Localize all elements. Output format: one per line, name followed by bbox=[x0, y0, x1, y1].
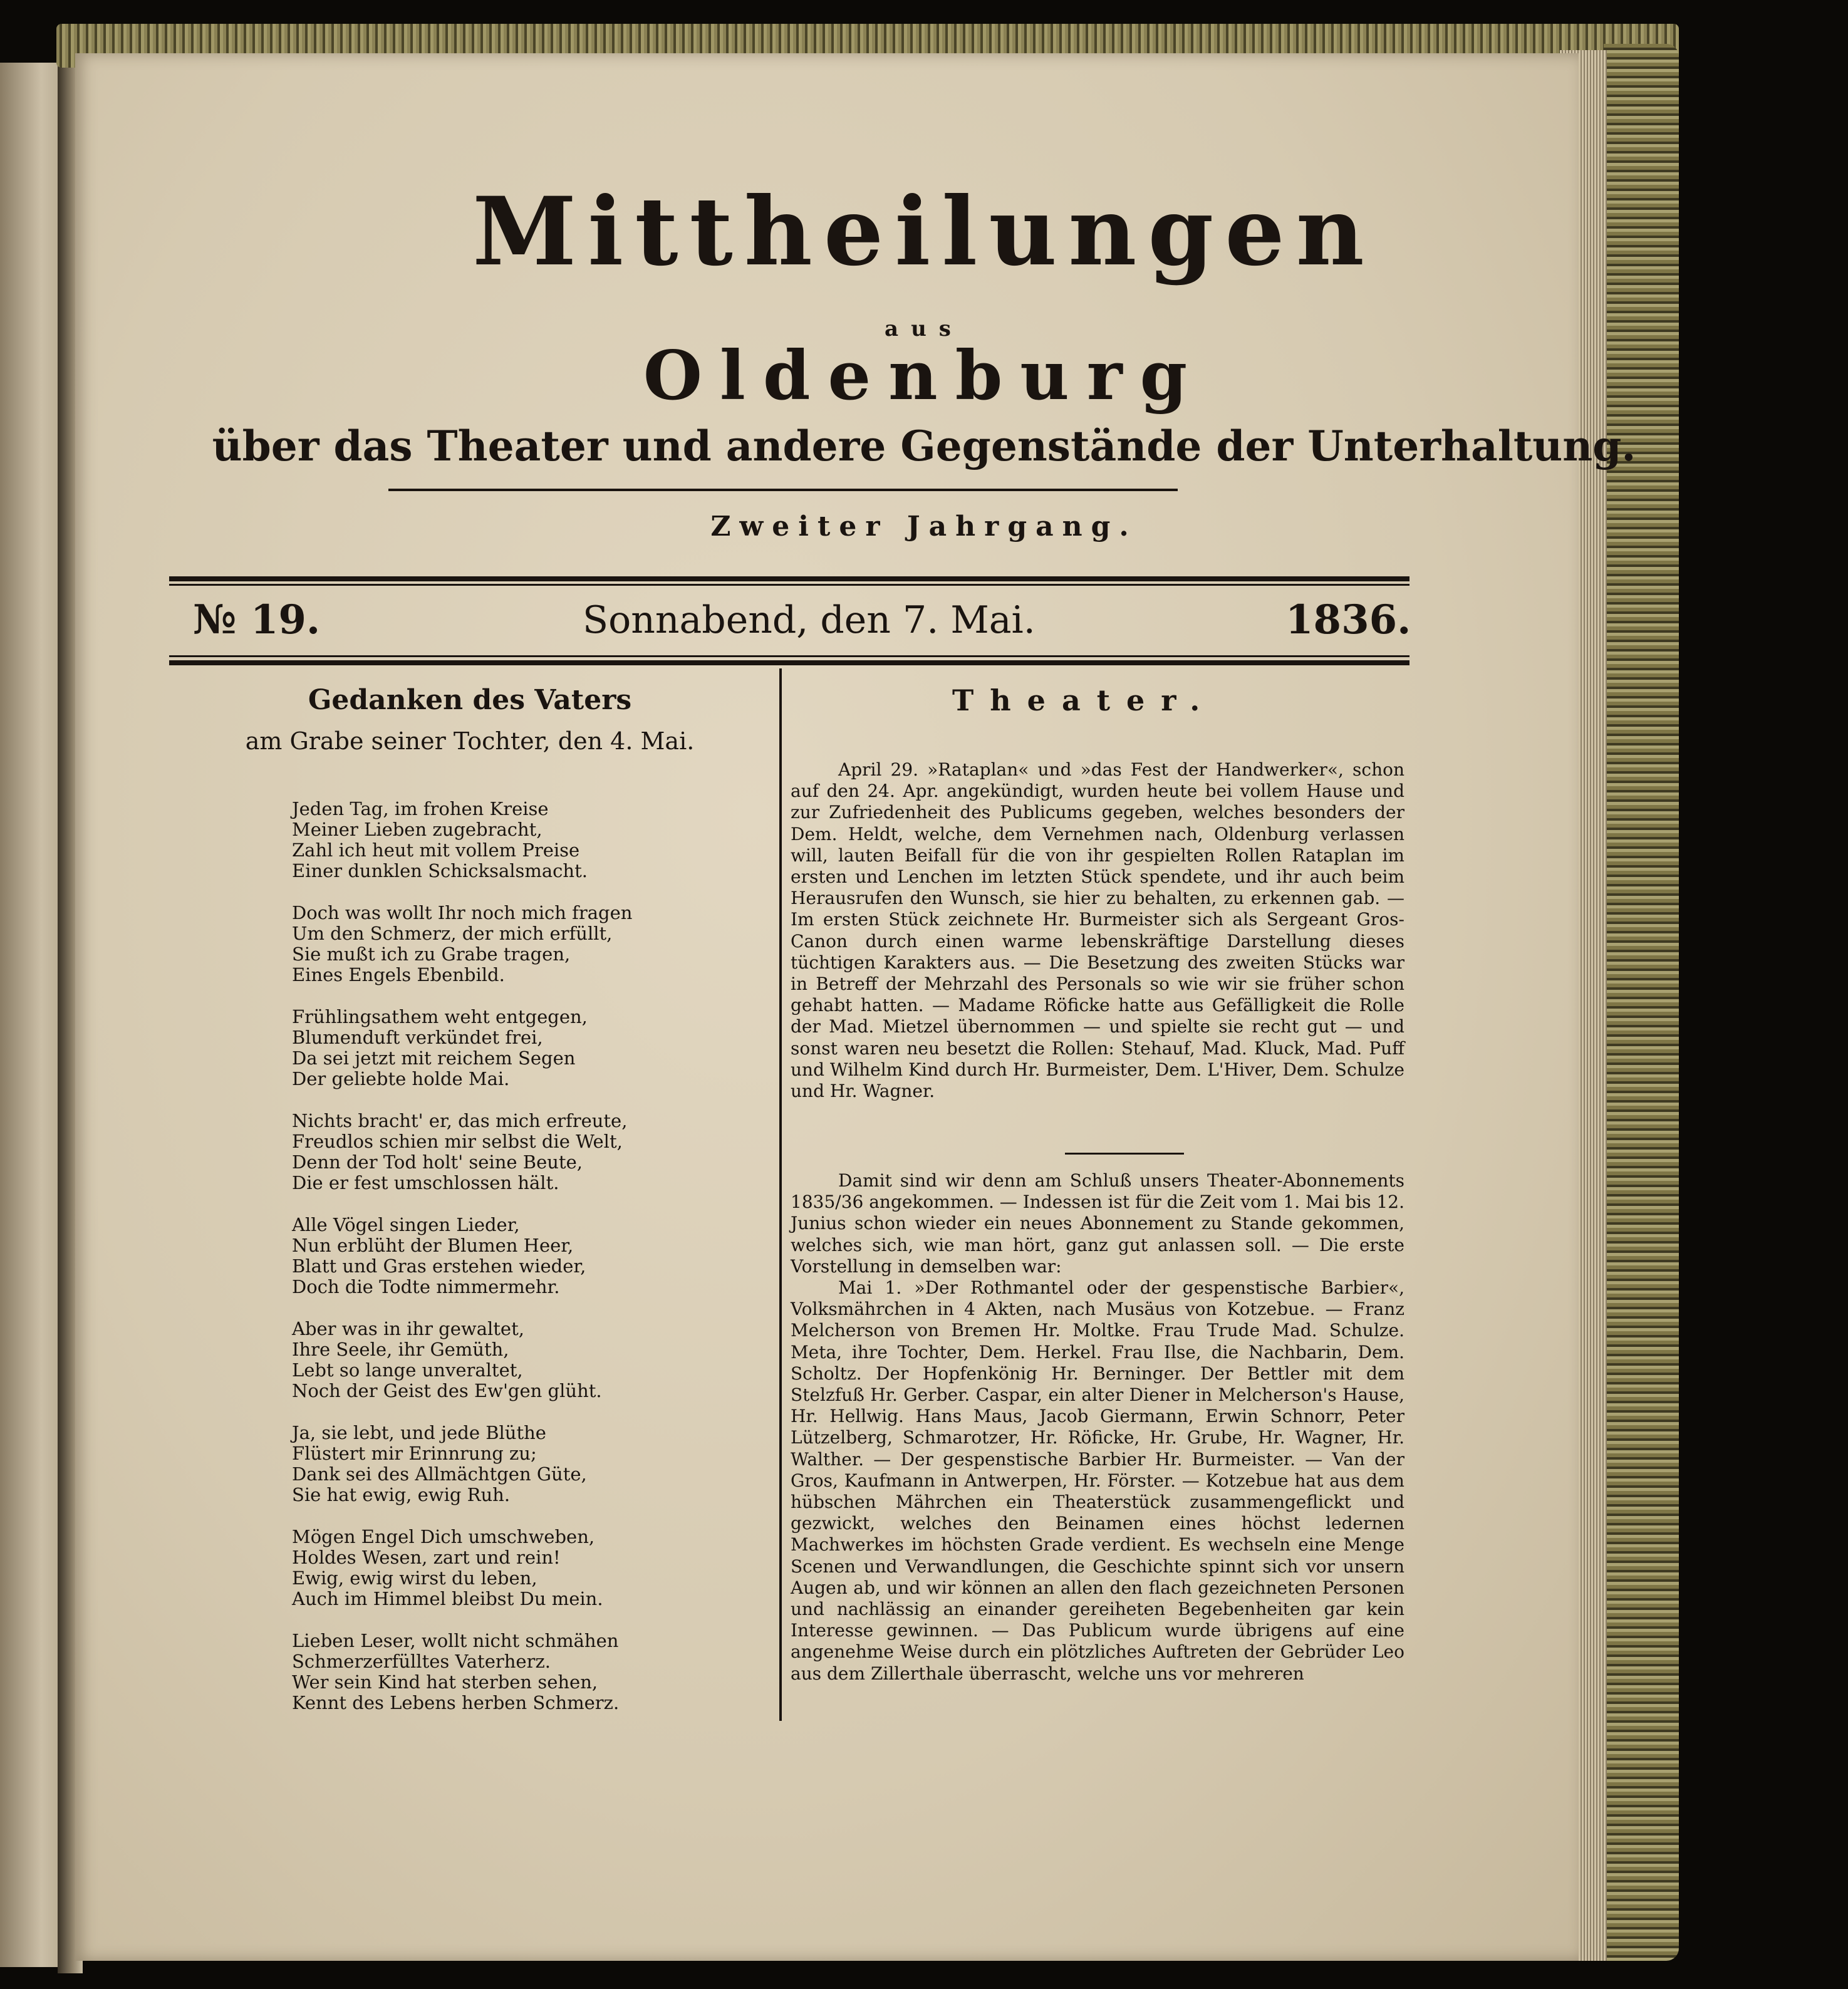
poem-stanza bbox=[292, 1631, 705, 1713]
poem-line: Blatt und Gras erstehen wieder, bbox=[292, 1255, 586, 1277]
poem-line: Sie hat ewig, ewig Ruh. bbox=[292, 1484, 511, 1505]
poem-line: Holdes Wesen, zart und rein! bbox=[292, 1547, 561, 1568]
masthead-title: Mittheilungen bbox=[472, 177, 1376, 287]
poem-line: Ja, sie lebt, und jede Blüthe bbox=[292, 1422, 546, 1443]
poem-line: Denn der Tod holt' seine Beute, bbox=[292, 1151, 583, 1173]
poem-line: Auch im Himmel bleibst Du mein. bbox=[292, 1588, 603, 1609]
issue-rule-top-thin bbox=[169, 584, 1409, 586]
article-paragraph: Damit sind wir denn am Schluß unsers Theater-Abonnements 1835/36 angekommen. — Indessen ist für die Zeit vom 1. Mai bis 12. Junius schon wieder ein neues Abonnement zu Stande gekommen, welches sich, wie man hört, ganz gut anlassen soll. — Die erste Vorstellung in demselben war: bbox=[791, 1170, 1404, 1277]
poem-line: Jeden Tag, im frohen Kreise bbox=[292, 798, 549, 819]
poem-line: Der geliebte holde Mai. bbox=[292, 1068, 510, 1089]
poem-line: Freudlos schien mir selbst die Welt, bbox=[292, 1131, 623, 1152]
poem-line: Um den Schmerz, der mich erfüllt, bbox=[292, 923, 613, 944]
poem-line: Doch die Todte nimmermehr. bbox=[292, 1276, 560, 1297]
masthead-subtitle: über das Theater und andere Gegenstände der Unterhaltung. bbox=[212, 422, 1636, 470]
poem-line: Schmerzerfülltes Vaterherz. bbox=[292, 1651, 551, 1672]
poem-line: Frühlingsathem weht entgegen, bbox=[292, 1006, 588, 1027]
masthead-city: Oldenburg bbox=[643, 336, 1205, 415]
volume-label: Zweiter Jahrgang. bbox=[710, 511, 1138, 543]
poem-line: Nun erblüht der Blumen Heer, bbox=[292, 1235, 574, 1256]
poem-stanza bbox=[292, 1319, 705, 1401]
poem-line: Alle Vögel singen Lieder, bbox=[292, 1214, 520, 1235]
poem-stanza bbox=[292, 1527, 705, 1609]
poem-line: Die er fest umschlossen hält. bbox=[292, 1172, 559, 1193]
poem bbox=[292, 799, 705, 1735]
issue-date: Sonnabend, den 7. Mai. bbox=[583, 598, 1036, 642]
poem-line: Noch der Geist des Ew'gen glüht. bbox=[292, 1380, 602, 1401]
issue-rule-bottom bbox=[169, 660, 1409, 665]
poem-line: Dank sei des Allmächtgen Güte, bbox=[292, 1463, 587, 1485]
masthead-rule bbox=[388, 489, 1178, 491]
poem-line: Sie mußt ich zu Grabe tragen, bbox=[292, 943, 571, 965]
poem-line: Doch was wollt Ihr noch mich fragen bbox=[292, 902, 633, 923]
poem-line: Da sei jetzt mit reichem Segen bbox=[292, 1047, 576, 1069]
poem-line: Lebt so lange unveraltet, bbox=[292, 1359, 523, 1381]
issue-rule-bottom-thin bbox=[169, 655, 1409, 657]
poem-stanza bbox=[292, 903, 705, 985]
poem-line: Lieben Leser, wollt nicht schmähen bbox=[292, 1630, 619, 1651]
poem-line: Ewig, ewig wirst du leben, bbox=[292, 1567, 537, 1589]
poem-stanza bbox=[292, 1111, 705, 1193]
poem-line: Aber was in ihr gewaltet, bbox=[292, 1318, 524, 1339]
poem-line: Meiner Lieben zugebracht, bbox=[292, 819, 542, 840]
poem-line: Mögen Engel Dich umschweben, bbox=[292, 1526, 595, 1547]
theater-article-1 bbox=[791, 759, 1404, 1102]
masthead-aus: aus bbox=[885, 316, 963, 341]
theater-section-title: Theater. bbox=[952, 683, 1217, 717]
poem-line: Kennt des Lebens herben Schmerz. bbox=[292, 1692, 620, 1713]
poem-line: Eines Engels Ebenbild. bbox=[292, 964, 505, 985]
theater-article-2 bbox=[791, 1170, 1404, 1685]
column-divider bbox=[779, 668, 782, 1721]
poem-title: Gedanken des Vaters bbox=[308, 684, 632, 716]
poem-stanza bbox=[292, 799, 705, 881]
poem-subtitle: am Grabe seiner Tochter, den 4. Mai. bbox=[245, 727, 695, 755]
poem-line: Nichts bracht' er, das mich erfreute, bbox=[292, 1110, 628, 1131]
poem-line: Einer dunklen Schicksalsmacht. bbox=[292, 860, 588, 881]
poem-line: Ihre Seele, ihr Gemüth, bbox=[292, 1339, 509, 1360]
poem-stanza bbox=[292, 1007, 705, 1089]
poem-line: Flüstert mir Erinnrung zu; bbox=[292, 1443, 537, 1464]
article-paragraph: April 29. »Rataplan« und »das Fest der Handwerker«, schon auf den 24. Apr. angekündigt, wurden heute bei vollem Hause und zur Zufriedenheit des Publicums gegeben, welches besonders der Dem. Heldt, welche, dem Vernehmen nach, Oldenburg verlassen will, lauten Beifall für die von ihr gespielten Rollen Rataplan im ersten und Lenchen im letzten Stück spendete, und ihr auch beim Herausrufen den Wunsch, sie hier zu behalten, zu erkennen gab. — Im ersten Stück zeichnete Hr. Burmeister sich als Sergeant Gros-Canon durch einen warme lebenskräftige Darstellung dieses tüchtigen Karakters aus. — Die Besetzung des zweiten Stücks war in Betreff der Mehrzahl des Personals so wie wir sie früher schon gehabt hatten. — Madame Röficke hatte aus Gefälligkeit die Rolle der Mad. Mietzel übernommen — und spielte sie recht gut — und sonst waren neu besetzt die Rollen: Stehauf, Mad. Kluck, Mad. Puff und Wilhelm Kind durch Hr. Burmeister, Dem. L'Hiver, Dem. Schulze und Hr. Wagner. bbox=[791, 759, 1404, 1102]
article-paragraph: Mai 1. »Der Rothmantel oder der gespenstische Barbier«, Volksmährchen in 4 Akten, nach Musäus von Kotzebue. — Franz Melcherson von Bremen Hr. Moltke. Frau Trude Mad. Schulze. Meta, ihre Tochter, Dem. Herkel. Frau Ilse, die Nachbarin, Dem. Scholtz. Der Hopfenkönig Hr. Berninger. Der Bettler mit dem Stelzfuß Hr. Gerber. Caspar, ein alter Diener in Melcherson's Hause, Hr. Hellwig. Hans Maus, Jacob Giermann, Erwin Schnorr, Peter Lützelberg, Schmarotzer, Hr. Röficke, Hr. Grube, Hr. Wagner, Hr. Walther. — Der gespenstische Barbier Hr. Burmeister. — Van der Gros, Kaufmann in Antwerpen, Hr. Förster. — Kotzebue hat aus dem hübschen Mährchen ein Theaterstück zusammengeflickt und gezwickt, welches den Beinamen eines höchst ledernen Machwerkes im höchsten Grade verdient. Es wechseln eine Menge Scenen und Verwandlungen, die Geschichte spinnt sich vor unsern Augen ab, und wir können an allen den flach gezeichneten Personen und nachlässig an einander gereiheten Begebenheiten gar kein Interesse gewinnen. — Das Publicum wurde übrigens auf eine angenehme Weise durch ein plötzliches Auftreten der Gebrüder Leo aus dem Zillerthale überrascht, welche uns vor mehreren bbox=[791, 1277, 1404, 1684]
poem-line: Wer sein Kind hat sterben sehen, bbox=[292, 1671, 598, 1693]
poem-line: Blumenduft verkündet frei, bbox=[292, 1027, 543, 1048]
issue-number: № 19. bbox=[193, 596, 321, 643]
section-separator bbox=[1065, 1153, 1184, 1155]
poem-stanza bbox=[292, 1423, 705, 1505]
issue-rule-top bbox=[169, 576, 1409, 581]
issue-year: 1836. bbox=[1285, 596, 1411, 643]
poem-stanza bbox=[292, 1215, 705, 1297]
poem-line: Zahl ich heut mit vollem Preise bbox=[292, 839, 580, 861]
